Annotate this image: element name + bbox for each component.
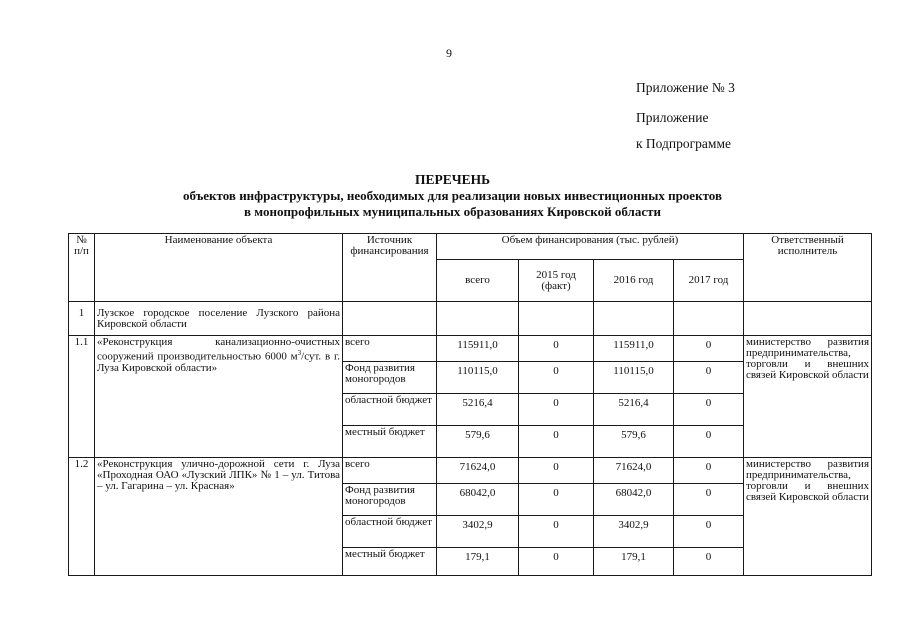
y2016-cell: 68042,0 — [594, 484, 674, 516]
total-cell: 68042,0 — [437, 484, 519, 516]
y2015-cell: 0 — [519, 458, 594, 484]
y2016-cell: 71624,0 — [594, 458, 674, 484]
y2015-cell: 0 — [519, 336, 594, 362]
source-cell: областной бюджет — [343, 516, 437, 548]
source-cell: всего — [343, 336, 437, 362]
responsible-cell: министерство развития предпринимательства, торговли и внешних связей Кировской области — [744, 458, 872, 576]
header-source: Источник финансирования — [343, 234, 437, 302]
y2016-cell: 115911,0 — [594, 336, 674, 362]
header-no: № п/п — [69, 234, 95, 302]
document-subtitle-line1: объектов инфраструктуры, необходимых для реализации новых инвестиционных проектов — [183, 188, 722, 203]
item-name: «Реконструкция канализационно-очистных сооружений производительностью 6000 $м^3$/сут. в г. Луза Кировской области» — [95, 336, 343, 458]
source-cell: всего — [343, 458, 437, 484]
responsible-cell: министерство развития предпринимательства, торговли и внешних связей Кировской области — [744, 336, 872, 458]
y2017-cell: 0 — [674, 362, 744, 394]
source-cell: Фонд развития моногородов — [343, 362, 437, 394]
y2015-cell: 0 — [519, 484, 594, 516]
appendix-number: Приложение № 3 — [636, 80, 735, 95]
header-total: всего — [437, 260, 519, 302]
item-no: 1.2 — [69, 458, 95, 576]
total-cell: 115911,0 — [437, 336, 519, 362]
header-2017: 2017 год — [674, 260, 744, 302]
item-no: 1.1 — [69, 336, 95, 458]
table-row — [69, 336, 872, 362]
source-cell: местный бюджет — [343, 426, 437, 458]
source-cell: местный бюджет — [343, 548, 437, 576]
header-responsible: Ответственный исполнитель — [744, 234, 872, 302]
y2016-cell: 579,6 — [594, 426, 674, 458]
item-name: «Реконструкция улично-дорожной сети г. Луза «Проходная ОАО «Лузский ЛПК» № 1 – ул. Титова – ул. Гагарина – ул. Красная» — [95, 458, 343, 576]
total-cell: 5216,4 — [437, 394, 519, 426]
total-cell: 179,1 — [437, 548, 519, 576]
header-name: Наименование объекта — [95, 234, 343, 302]
source-cell: Фонд развития моногородов — [343, 484, 437, 516]
y2016-cell: 3402,9 — [594, 516, 674, 548]
header-volume: Объем финансирования (тыс. рублей) — [437, 234, 744, 260]
header-2016: 2016 год — [594, 260, 674, 302]
financing-table — [68, 233, 872, 576]
page-number: 9 — [446, 46, 452, 60]
header-2015: 2015 год (факт) — [519, 260, 594, 302]
table-row — [69, 302, 872, 336]
document-subtitle-line2: в монопрофильных муниципальных образованиях Кировской области — [244, 204, 661, 219]
y2017-cell: 0 — [674, 394, 744, 426]
y2016-cell: 179,1 — [594, 548, 674, 576]
y2015-cell: 0 — [519, 426, 594, 458]
y2017-cell: 0 — [674, 548, 744, 576]
y2017-cell: 0 — [674, 426, 744, 458]
table-row — [69, 458, 872, 484]
document-title: ПЕРЕЧЕНЬ — [414, 172, 491, 187]
total-cell: 579,6 — [437, 426, 519, 458]
total-cell: 3402,9 — [437, 516, 519, 548]
appendix-target: к Подпрограмме — [636, 136, 731, 151]
group-name: Лузское городское поселение Лузского района Кировской области — [95, 302, 343, 336]
y2015-cell: 0 — [519, 362, 594, 394]
y2015-cell: 0 — [519, 516, 594, 548]
y2017-cell: 0 — [674, 484, 744, 516]
y2015-cell: 0 — [519, 548, 594, 576]
appendix-label: Приложение — [636, 110, 709, 125]
source-cell: областной бюджет — [343, 394, 437, 426]
total-cell: 110115,0 — [437, 362, 519, 394]
group-no: 1 — [69, 302, 95, 336]
y2015-cell: 0 — [519, 394, 594, 426]
y2017-cell: 0 — [674, 458, 744, 484]
y2016-cell: 5216,4 — [594, 394, 674, 426]
y2016-cell: 110115,0 — [594, 362, 674, 394]
total-cell: 71624,0 — [437, 458, 519, 484]
y2017-cell: 0 — [674, 336, 744, 362]
y2017-cell: 0 — [674, 516, 744, 548]
